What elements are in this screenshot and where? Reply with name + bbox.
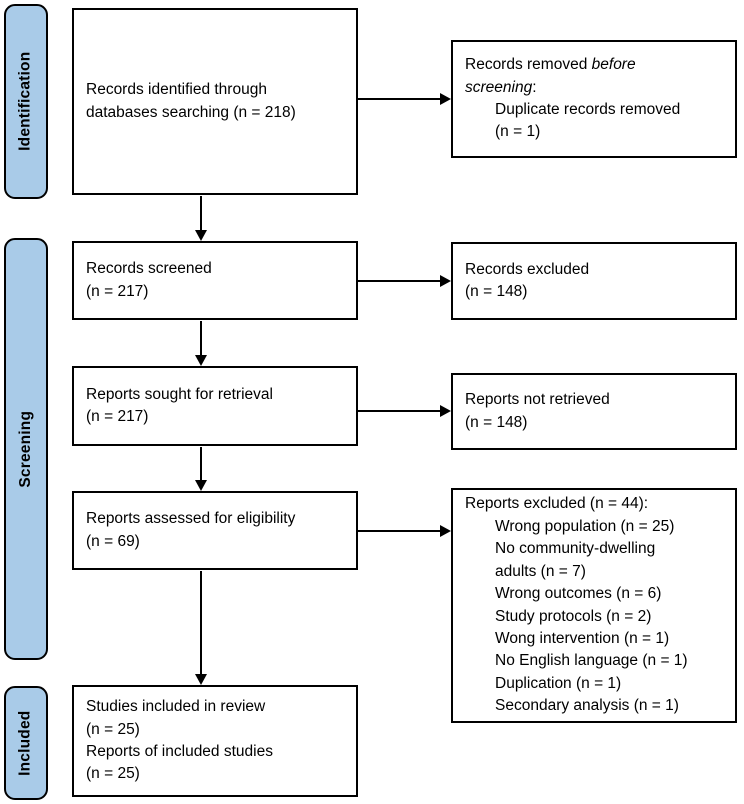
box-line: adults (n = 7) xyxy=(495,562,586,580)
box-line: (n = 148) xyxy=(465,283,528,300)
box-text: : xyxy=(532,78,537,96)
box-text-italic: screening xyxy=(465,78,533,96)
box-line: (n = 25) xyxy=(86,720,140,738)
box-line: No community-dwelling xyxy=(495,540,656,558)
box-line: (n = 25) xyxy=(86,765,140,783)
arrow-identified-to-screened xyxy=(195,196,207,241)
box-line xyxy=(465,77,723,99)
box-studies-included xyxy=(72,685,358,797)
box-line: (n = 148) xyxy=(465,413,528,431)
box-reports-sought xyxy=(72,366,358,446)
arrow-screened-to-excluded xyxy=(358,275,451,287)
box-reports-assessed xyxy=(72,491,358,570)
box-line: (n = 1) xyxy=(495,123,541,141)
box-line xyxy=(465,54,723,76)
box-line: Reports of included studies xyxy=(86,743,273,760)
box-line: Reports sought for retrieval xyxy=(86,385,273,403)
box-records-removed xyxy=(451,40,737,158)
stage-included xyxy=(4,686,48,800)
box-line: Study protocols (n = 2) xyxy=(495,607,652,625)
box-line: Duplicate records removed xyxy=(495,101,681,118)
stage-screening xyxy=(4,238,48,660)
arrow-assessed-to-reports-excluded xyxy=(358,525,451,537)
arrow-screened-to-sought xyxy=(195,321,207,366)
arrow-sought-to-assessed xyxy=(195,447,207,491)
box-line: (n = 217) xyxy=(86,282,149,300)
box-line: Wrong outcomes (n = 6) xyxy=(495,585,662,603)
box-text-italic: before xyxy=(591,56,636,74)
box-records-identified xyxy=(72,8,358,195)
box-records-screened xyxy=(72,241,358,320)
box-line: Reports not retrieved xyxy=(465,391,610,409)
box-line: Duplication (n = 1) xyxy=(495,674,622,692)
stage-included-label: Included xyxy=(16,710,34,776)
box-line: databases searching (n = 218) xyxy=(86,103,296,121)
box-line: No English language (n = 1) xyxy=(495,652,688,670)
box-reports-excluded xyxy=(451,488,737,723)
box-line: Wong intervention (n = 1) xyxy=(495,629,670,647)
arrow-sought-to-not-retrieved xyxy=(358,405,451,417)
stage-screening-label: Screening xyxy=(16,410,34,488)
box-reports-not-retrieved xyxy=(451,373,737,450)
box-line: Records screened xyxy=(86,260,212,278)
box-line: Wrong population (n = 25) xyxy=(495,517,675,535)
box-line: (n = 69) xyxy=(86,532,140,550)
box-line: Reports excluded (n = 44): xyxy=(465,495,649,513)
box-line: Records excluded xyxy=(465,260,590,278)
box-text: Records removed xyxy=(465,56,592,74)
arrow-assessed-to-included xyxy=(195,571,207,685)
arrow-identified-to-removed xyxy=(358,93,451,105)
stage-identification-label: Identification xyxy=(16,51,34,152)
box-line: (n = 217) xyxy=(86,408,149,425)
box-line: Reports assessed for eligibility xyxy=(86,510,296,528)
stage-identification xyxy=(4,4,48,199)
box-records-excluded xyxy=(451,242,737,320)
box-line: Records identified through xyxy=(86,81,267,99)
box-line: Studies included in review xyxy=(86,698,266,716)
box-line: Secondary analysis (n = 1) xyxy=(495,697,679,715)
